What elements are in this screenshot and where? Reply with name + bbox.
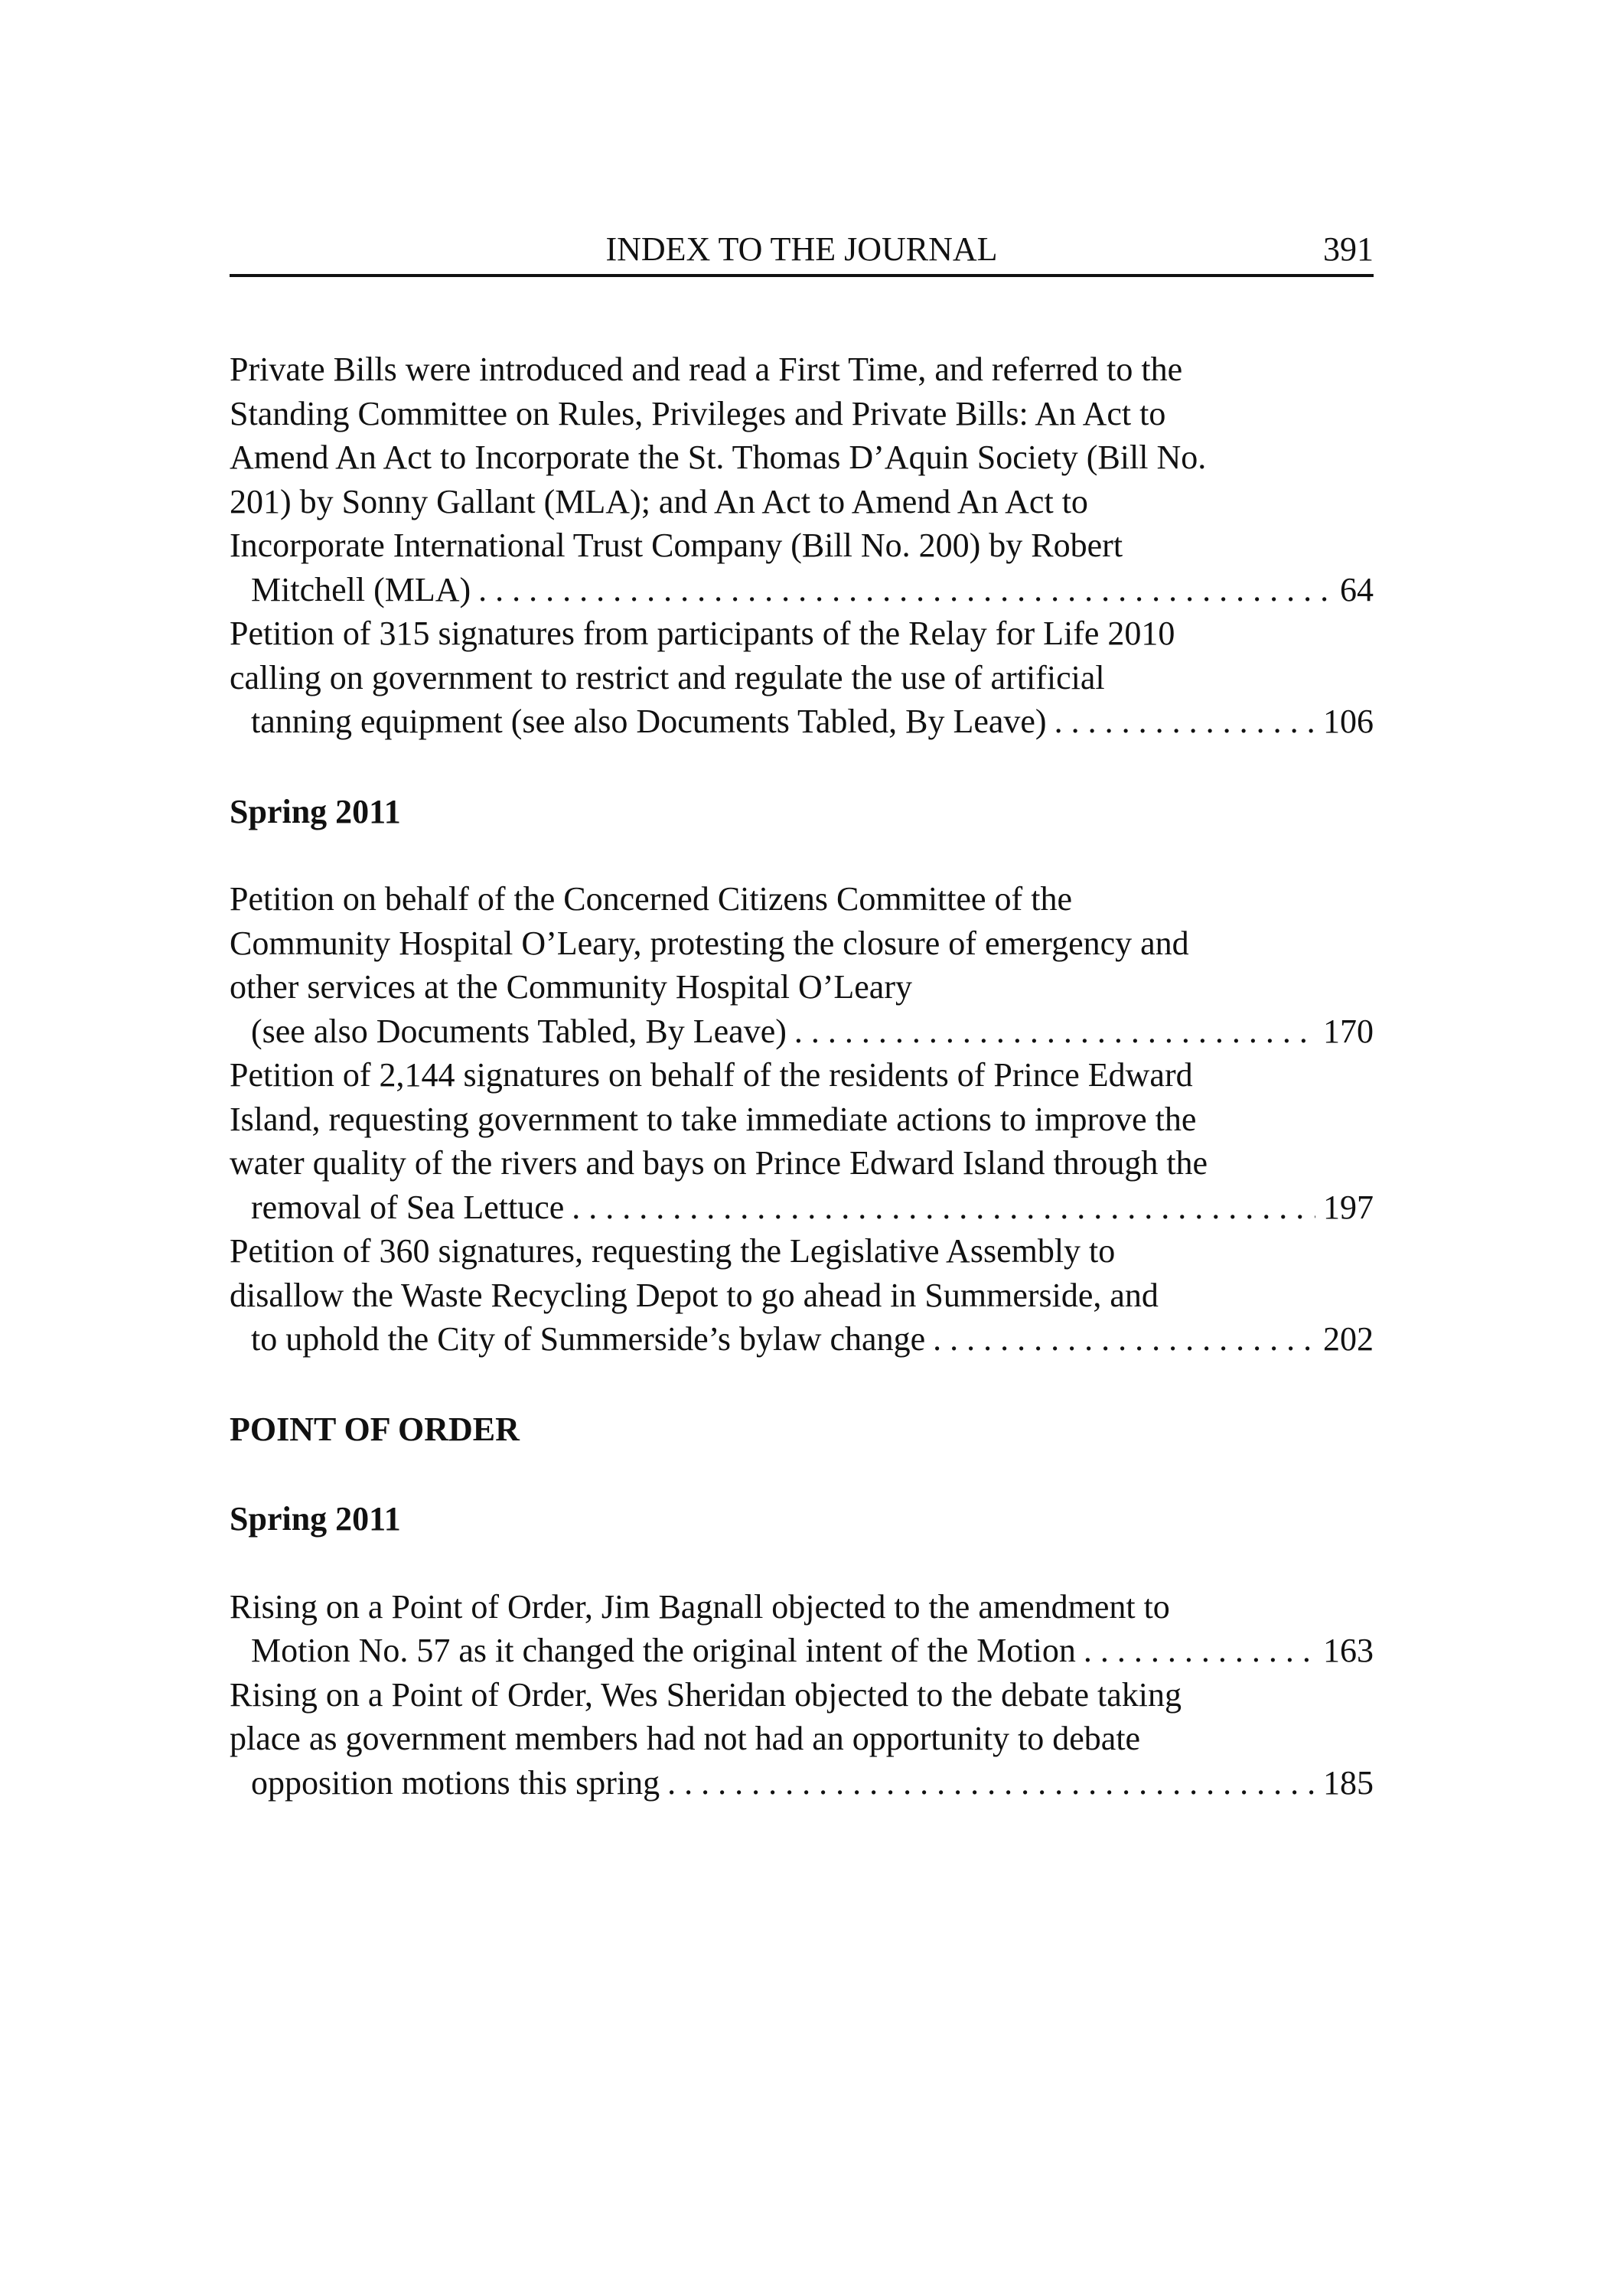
entry-last-line: tanning equipment (see also Documents Tabled, By Leave) [251,703,1047,740]
entry-line: water quality of the rivers and bays on Prince Edward Island through the [230,1144,1208,1182]
entry-page-ref: 185 [1323,1763,1374,1802]
index-content [230,347,1374,1805]
entry-page-ref: 64 [1340,570,1374,608]
index-entry-point-of-order-sheridan [230,1673,1374,1805]
dot-leader [794,1009,1315,1054]
entry-line: other services at the Community Hospital O’Leary [230,968,912,1006]
entry-page-ref: 170 [1323,1012,1374,1050]
entry-line: calling on government to restrict and regulate the use of artificial [230,658,1105,696]
entry-reference-line [251,1761,1374,1805]
entry-line: Incorporate International Trust Company (Bill No. 200) by Robert [230,527,1123,564]
running-head-title: INDEX TO THE JOURNAL [605,230,998,268]
entry-line: Rising on a Point of Order, Wes Sheridan objected to the debate taking [230,1675,1182,1714]
section-heading-point-of-order: POINT OF ORDER [230,1410,520,1448]
entry-last-line: (see also Documents Tabled, By Leave) [251,1012,787,1050]
entry-last-line: Mitchell (MLA) [251,570,471,608]
entry-page-ref: 197 [1323,1188,1374,1226]
entry-reference-line [251,568,1374,612]
entry-line: Rising on a Point of Order, Jim Bagnall objected to the amendment to [230,1587,1170,1626]
index-entry-petition-relay [230,612,1374,744]
entry-last-line: to uphold the City of Summerside’s bylaw change [251,1320,926,1358]
entry-line: Standing Committee on Rules, Privileges and Private Bills: An Act to [230,394,1166,432]
entry-last-line: opposition motions this spring [251,1763,660,1802]
index-entry-petition-waste [230,1229,1374,1362]
index-page [230,230,1374,1805]
index-entry-point-of-order-bagnall [230,1585,1374,1673]
dot-leader [572,1186,1315,1230]
entry-reference-line [251,1186,1374,1230]
entry-line: place as government members had not had an opportunity to debate [230,1720,1141,1757]
entry-reference-line [251,1009,1374,1054]
entry-line: disallow the Waste Recycling Depot to go ahead in Summerside, and [230,1276,1159,1314]
dot-leader [478,568,1332,612]
running-head [230,230,1374,277]
entry-reference-line [251,1629,1374,1673]
entry-line: Amend An Act to Incorporate the St. Thomas D’Aquin Society (Bill No. [230,439,1207,476]
index-entry-petition-water [230,1053,1374,1229]
entry-reference-line [251,700,1374,744]
entry-line: 201) by Sonny Gallant (MLA); and An Act to Amend An Act to [230,482,1088,520]
entry-last-line: Motion No. 57 as it changed the original intent of the Motion [251,1632,1076,1669]
dot-leader [1054,700,1315,744]
index-entry-petition-hospital [230,877,1374,1053]
entry-page-ref: 106 [1323,703,1374,740]
entry-line: Petition on behalf of the Concerned Citizens Committee of the [230,880,1072,918]
entry-line: Petition of 360 signatures, requesting the Legislative Assembly to [230,1232,1116,1270]
entry-page-ref: 163 [1323,1632,1374,1669]
entry-page-ref: 202 [1323,1320,1374,1358]
dot-leader [1084,1629,1315,1673]
page-number: 391 [1323,230,1374,268]
index-entry-private-bills [230,347,1374,612]
entry-line: Private Bills were introduced and read a First Time, and referred to the [230,351,1183,388]
entry-last-line: removal of Sea Lettuce [251,1188,565,1226]
section-subheading-spring-2011: Spring 2011 [230,1500,401,1538]
entry-line: Petition of 2,144 signatures on behalf of the residents of Prince Edward [230,1056,1193,1094]
dot-leader [667,1761,1315,1805]
entry-line: Community Hospital O’Leary, protesting the closure of emergency and [230,924,1189,962]
entry-line: Island, requesting government to take immediate actions to improve the [230,1100,1197,1138]
entry-line: Petition of 315 signatures from participants of the Relay for Life 2010 [230,615,1175,652]
section-heading-spring-2011: Spring 2011 [230,792,401,830]
dot-leader [933,1317,1315,1362]
entry-reference-line [251,1317,1374,1362]
